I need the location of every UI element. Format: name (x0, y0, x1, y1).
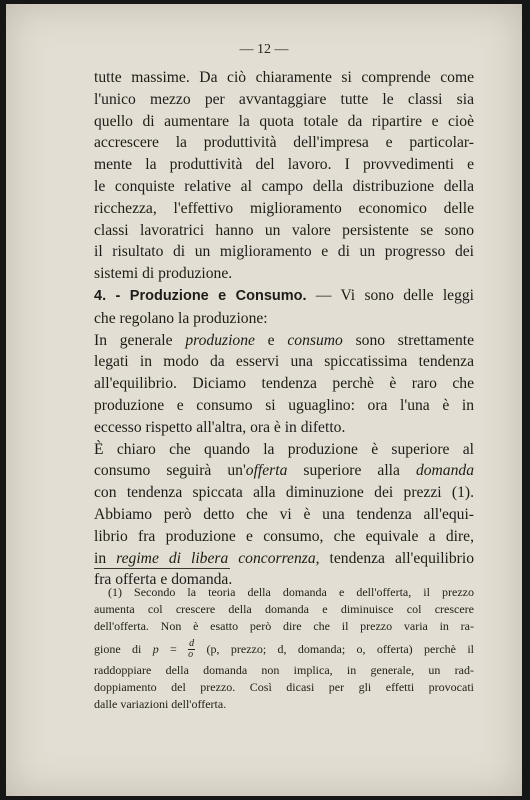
text-line (94, 330, 474, 352)
italic-term: offerta (245, 462, 288, 480)
book-page (6, 4, 522, 796)
text-run: sono strettamente (342, 331, 475, 349)
text-run: superiore alla (287, 462, 416, 480)
text-line: mente la produttività del lavoro. I provvedimenti e (94, 156, 474, 174)
italic-term: produzione (185, 331, 255, 349)
text-line: il risultato di un miglioramento e di un progresso dei (94, 243, 474, 261)
footnote-formula-line (94, 636, 474, 662)
text-line: accrescere la produttività dell'impresa e particolar- (94, 134, 474, 152)
text-line: sistemi di produzione. (94, 265, 233, 283)
text-line: È chiaro che quando la produzione è superiore al (94, 440, 474, 458)
formula-variable: p (152, 641, 159, 656)
footnote (94, 584, 474, 713)
footnote-line: dalle variazioni dell'offerta. (94, 697, 227, 712)
text-line: legati in modo da esservi una spiccatissima tendenza (94, 353, 474, 371)
italic-term: domanda (415, 462, 474, 480)
italic-term: consumo (287, 331, 343, 349)
section-heading-line (94, 285, 474, 308)
text-line (94, 460, 474, 482)
footnote-line: doppiamento del prezzo. Così dicasi per gli effetti provocati (94, 679, 474, 694)
text-run: in (94, 549, 117, 567)
footnote-line: aumenta col crescere della domanda e diminuisce col crescere (94, 602, 474, 617)
text-line: classi lavoratrici hanno un valore persistente se sono (94, 221, 474, 239)
footnote-line: raddoppiare della domanda non implica, in generale, un rad- (94, 662, 474, 677)
text-run: e (254, 331, 288, 349)
formula-equals: = (158, 641, 189, 656)
footnote-divider (94, 568, 230, 569)
fraction-numerator: d (189, 638, 195, 650)
text-line: produzione e consumo si uguaglino: ora l'una è in (94, 396, 474, 414)
text-line: all'equilibrio. Diciamo tendenza perchè è raro che (94, 375, 474, 393)
text-line (94, 548, 474, 570)
footnote-line: (1) Secondo la teoria della domanda e dell'offerta, il prezzo (108, 585, 474, 599)
text-line: librio fra produzione e consumo, che equivale a dire, (94, 527, 474, 545)
paragraph-distribution (94, 67, 474, 285)
text-line: tutte massime. Da ciò chiaramente si comprende come (94, 69, 474, 86)
text-line: eccesso rispetto all'altra, ora è in difetto. (94, 418, 346, 436)
text-run: (p, prezzo; d, domanda; o, offerta) perchè il (195, 641, 474, 656)
footnote-line: dell'offerta. Non è esatto però dire che il prezzo varia in ra- (94, 619, 474, 634)
section-production-consumption (94, 285, 474, 591)
text-run: consumo seguirà un' (94, 462, 246, 480)
text-line: le conquiste relative al campo della distribuzione della (94, 177, 474, 195)
text-line: con tendenza spiccata alla diminuzione dei prezzi (1). (94, 484, 474, 502)
italic-term: regime di libera concorrenza (116, 549, 316, 567)
section-heading: 4. - Produzione e Consumo. (94, 288, 307, 304)
text-line: fra offerta e domanda. (94, 571, 233, 589)
text-run: , tendenza all'equilibrio (315, 549, 474, 567)
text-run: gione di (94, 641, 153, 656)
text-line: quello di aumentare la quota totale da ripartire e cioè (94, 112, 474, 130)
text-run: In generale (94, 331, 186, 349)
text-line: che regolano la produzione: (94, 309, 268, 327)
text-line: ricchezza, l'effettivo miglioramento economico delle (94, 199, 474, 217)
text-line: l'unico mezzo per avvantaggiare tutte le classi sia (94, 90, 474, 108)
heading-continuation: — Vi sono delle leggi (306, 287, 474, 304)
page-number: — 12 — (239, 42, 289, 57)
fraction-denominator: o (188, 649, 194, 661)
text-line: Abbiamo però detto che vi è una tendenza all'equi- (94, 505, 474, 523)
